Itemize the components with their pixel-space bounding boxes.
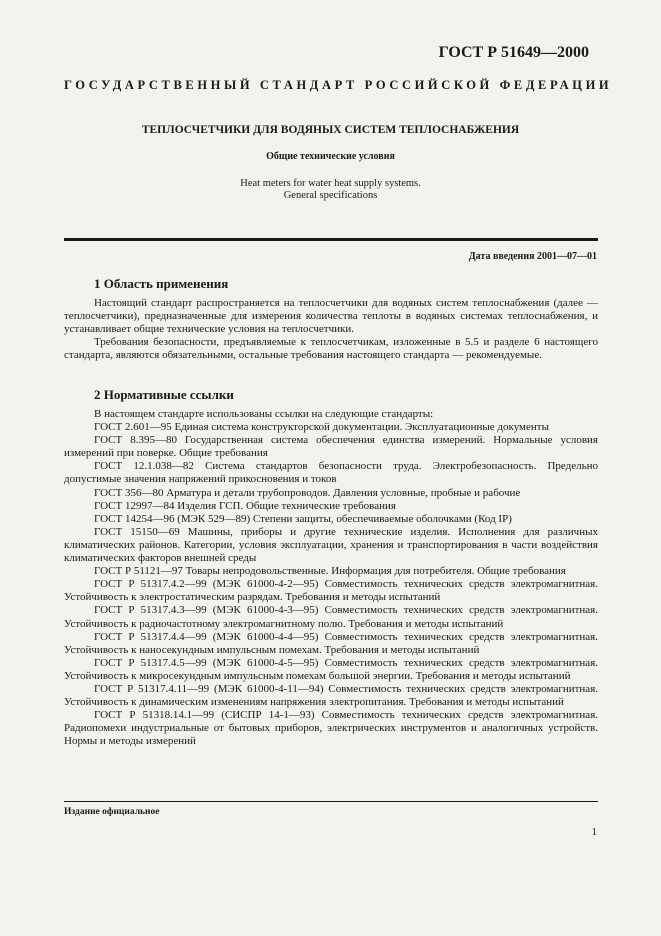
- english-title-line-2: General specifications: [283, 190, 378, 201]
- official-edition-label: Издание официальное: [64, 807, 160, 817]
- section-heading-scope: 1 Область применения: [94, 276, 229, 291]
- document-subtitle: Общие технические условия: [266, 151, 395, 162]
- paragraph: Настоящий стандарт распространяется на теплосчетчики для водяных систем теплоснабжения (далее — теплосчетчики), предназначенные для измерения количества теплоты в водяных системах теплоснабжения, и устанавливает общие технические условия на теплосчетчики.: [64, 297, 598, 336]
- english-title-line-1: Heat meters for water heat supply systems.: [240, 178, 421, 189]
- reference-item: ГОСТ 15150—69 Машины, приборы и другие технические изделия. Исполнения для различных климатических районов. Категории, условия эксплуатации, хранения и транспортирования в части воздействия климатических факторов внешней среды: [64, 525, 598, 565]
- reference-item: ГОСТ 2.601—95 Единая система конструкторской документации. Эксплуатационные документы: [94, 421, 549, 434]
- reference-item: ГОСТ 12.1.038—82 Система стандартов безопасности труда. Электробезопасность. Предельно допустимые значения напряжений прикосновения и токов: [64, 460, 598, 486]
- reference-item: ГОСТ 12997—84 Изделия ГСП. Общие технические требования: [94, 499, 396, 512]
- reference-item: ГОСТ Р 51317.4.2—99 (МЭК 61000-4-2—95) Совместимость технических средств электромагнитная. Устойчивость к электростатическим разрядам. Требования и методы испытаний: [64, 578, 598, 604]
- reference-item: ГОСТ 14254—96 (МЭК 529—89) Степени защиты, обеспечиваемые оболочками (Код IP): [94, 512, 512, 525]
- section-body-normative-references: [64, 408, 598, 748]
- state-standard-header: ГОСУДАРСТВЕННЫЙ СТАНДАРТ РОССИЙСКОЙ ФЕДЕРАЦИИ: [64, 78, 613, 92]
- reference-item: ГОСТ Р 51121—97 Товары непродовольственные. Информация для потребителя. Общие требования: [94, 565, 566, 578]
- section-heading-normative-references: 2 Нормативные ссылки: [94, 387, 234, 402]
- reference-item: ГОСТ 356—80 Арматура и детали трубопроводов. Давления условные, пробные и рабочие: [94, 486, 521, 499]
- reference-item: ГОСТ 8.395—80 Государственная система обеспечения единства измерений. Нормальные условия измерений при поверке. Общие требования: [64, 434, 598, 460]
- reference-item: ГОСТ Р 51317.4.11—99 (МЭК 61000-4-11—94) Совместимость технических средств электромагнитная. Устойчивость к динамическим изменениям напряжения электропитания. Требования и методы испытаний: [64, 682, 598, 709]
- footer-divider: [64, 801, 598, 802]
- document-code: ГОСТ Р 51649—2000: [438, 44, 589, 61]
- reference-item: ГОСТ Р 51318.14.1—99 (СИСПР 14-1—93) Совместимость технических средств электромагнитная. Радиопомехи индустриальные от бытовых приборов, электрических инструментов и аналогичных устройств. Нормы и методы измерений: [64, 709, 598, 748]
- title-divider: [64, 238, 598, 241]
- paragraph: В настоящем стандарте использованы ссылки на следующие стандарты:: [94, 408, 434, 420]
- reference-item: ГОСТ Р 51317.4.3—99 (МЭК 61000-4-3—95) Совместимость технических средств электромагнитная. Устойчивость к радиочастотному электромагнитному полю. Требования и методы испытаний: [64, 604, 598, 630]
- section-body-scope: [64, 297, 598, 362]
- page-number: 1: [591, 826, 597, 838]
- reference-item: ГОСТ Р 51317.4.4—99 (МЭК 61000-4-4—95) Совместимость технических средств электромагнитная. Устойчивость к наносекундным импульсным помехам. Требования и методы испытаний: [64, 630, 598, 656]
- introduction-date: Дата введения 2001—07—01: [468, 251, 597, 262]
- reference-item: ГОСТ Р 51317.4.5—99 (МЭК 61000-4-5—95) Совместимость технических средств электромагнитная. Устойчивость к микросекундным импульсным помехам большой энергии. Требования и методы испытаний: [64, 656, 598, 682]
- document-title: ТЕПЛОСЧЕТЧИКИ ДЛЯ ВОДЯНЫХ СИСТЕМ ТЕПЛОСНАБЖЕНИЯ: [141, 124, 520, 136]
- paragraph: Требования безопасности, предъявляемые к теплосчетчикам, изложенные в 5.5 и разделе 6 настоящего стандарта, являются обязательными, остальные требования настоящего стандарта — рекомендуемые.: [64, 336, 598, 362]
